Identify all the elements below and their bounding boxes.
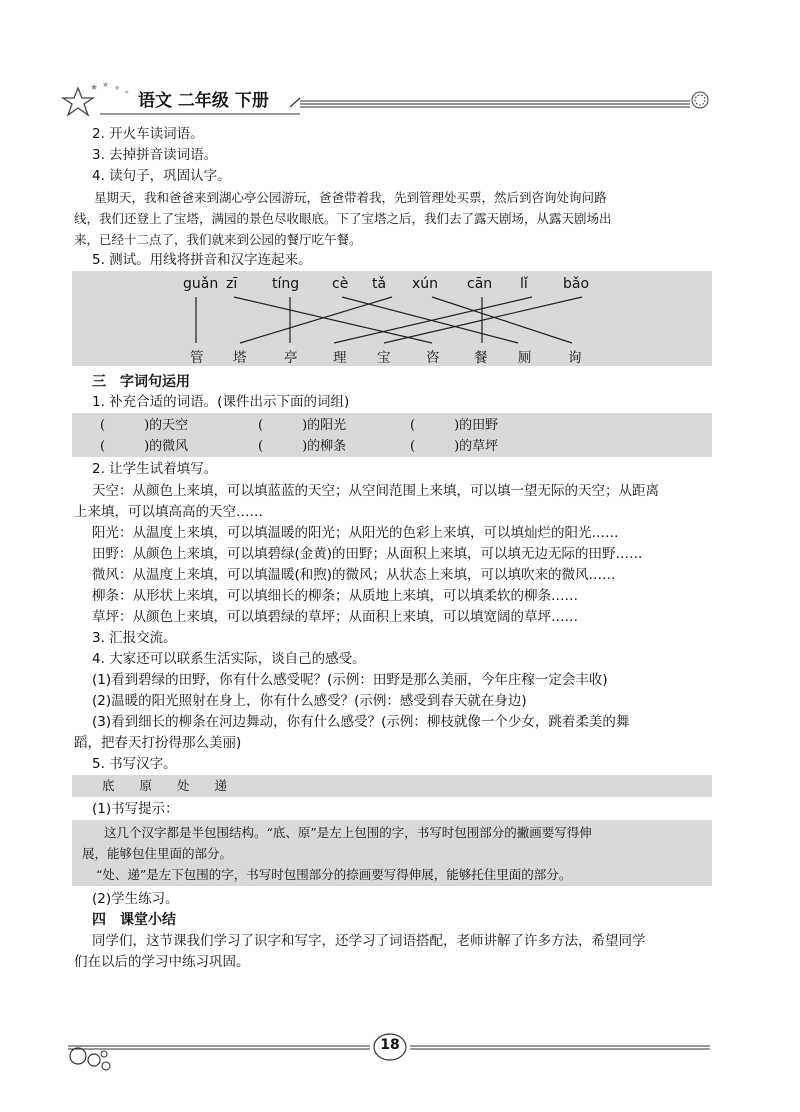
star-icon — [63, 88, 93, 115]
svg-text:★: ★ — [114, 84, 121, 92]
question-2: (2)温暖的阳光照射在身上，你有什么感受？(示例：感受到春天就在身边) — [92, 693, 527, 709]
pinyin-5: tǎ — [372, 276, 387, 292]
question-3-line-2: 蹈，把春天打扮得那么美丽) — [74, 735, 242, 751]
pinyin-6: xún — [412, 276, 439, 292]
question-3-line-1: (3)看到细长的柳条在河边舞动，你有什么感受？(示例：柳枝就像一个少女，跳着柔美的舞 — [92, 714, 630, 730]
section-3-step-1: 1. 补充合适的词语。(课件出示下面的词组) — [92, 394, 350, 410]
section-3-step-2: 2. 让学生试着填写。 — [92, 461, 218, 477]
pinyin-2: zī — [226, 276, 238, 292]
section-3-step-4: 4. 大家还可以联系生活实际，谈自己的感受。 — [92, 651, 366, 667]
paragraph-line-2: 线，我们还登上了宝塔，满园的景色尽收眼底。下了宝塔之后，我们去了露天剧场，从露天剧场出 — [74, 211, 612, 226]
header-title — [138, 86, 269, 111]
section-3-step-3: 3. 汇报交流。 — [92, 630, 177, 646]
fill-sunlight: 阳光：从温度上来填，可以填温暖的阳光；从阳光的色彩上来填，可以填灿烂的阳光…… — [92, 525, 619, 541]
header-volume: 下册 — [234, 91, 269, 111]
fill-breeze: 微风：从温度上来填，可以填温暖(和煦)的微风；从状态上来填，可以填吹来的微风…… — [92, 567, 616, 583]
tip-line-2: 展，能够包住里面的部分。 — [82, 846, 233, 861]
step-2: 2. 开火车读词语。 — [92, 126, 204, 142]
fill-field: 田野：从颜色上来填，可以填碧绿(金黄)的田野；从面积上来填，可以填无边无际的田野…… — [92, 546, 643, 562]
fill-sky-line-2: 上来填，可以填高高的天空…… — [74, 504, 263, 520]
header-subject: 语文 — [138, 91, 172, 111]
writing-chars: 底 原 处 递 — [102, 778, 228, 793]
pinyin-8: lǐ — [520, 276, 528, 292]
section-3-title: 三 字词句运用 — [92, 374, 190, 390]
tip-line-3: “处、递”是左下包围的字，书写时包围部分的捺画要写得伸展，能够托住里面的部分。 — [96, 867, 572, 882]
hanzi-8: 厕 — [518, 350, 532, 366]
blank-breeze: ( )的微风 — [100, 439, 189, 454]
fill-willow: 柳条：从形状上来填，可以填细长的柳条；从质地上来填，可以填柔软的柳条…… — [92, 588, 578, 604]
paragraph-line-3: 来，已经十二点了，我们就来到公园的餐厅吃午餐。 — [74, 232, 362, 247]
section-3-step-5: 5. 书写汉字。 — [92, 756, 177, 772]
circle-icon — [70, 1048, 86, 1064]
pinyin-4: cè — [332, 276, 349, 292]
pinyin-1: guǎn — [183, 276, 219, 292]
hanzi-6: 咨 — [426, 350, 440, 366]
page-number: 18 — [380, 1037, 400, 1053]
hanzi-7: 餐 — [474, 350, 488, 366]
svg-text:★: ★ — [102, 80, 110, 89]
pinyin-9: bǎo — [563, 276, 590, 292]
hanzi-1: 管 — [190, 350, 204, 366]
pinyin-3: tíng — [272, 276, 300, 292]
blank-sunlight: ( )的阳光 — [258, 418, 347, 433]
section-4-title: 四 课堂小结 — [92, 912, 176, 928]
fill-lawn: 草坪：从颜色上来填，可以填碧绿的草坪；从面积上来填，可以填宽阔的草坪…… — [92, 609, 578, 625]
tip-line-1: 这几个汉字都是半包围结构。“底、原”是左上包围的字，书写时包围部分的撇画要写得伸 — [104, 825, 592, 840]
summary-line-2: 们在以后的学习中练习巩固。 — [74, 954, 250, 970]
svg-text:★: ★ — [90, 83, 99, 93]
matching-lines — [72, 271, 712, 366]
hanzi-9: 询 — [568, 350, 582, 366]
step-4: 4. 读句子，巩固认字。 — [92, 168, 231, 184]
pinyin-7: cān — [467, 276, 493, 292]
hanzi-3: 亭 — [284, 350, 298, 366]
hanzi-5: 宝 — [377, 350, 391, 366]
summary-line-1: 同学们，这节课我们学习了识字和写字，还学习了词语搭配，老师讲解了许多方法，希望同学 — [92, 933, 646, 949]
hanzi-4: 理 — [333, 350, 347, 366]
paragraph-line-1: 星期天，我和爸爸来到湖心亭公园游玩，爸爸带着我，先到管理处买票，然后到咨询处询问路 — [94, 190, 607, 205]
blank-willow: ( )的柳条 — [258, 439, 347, 454]
hanzi-2: 塔 — [233, 350, 247, 366]
step-3: 3. 去掉拼音读词语。 — [92, 147, 218, 163]
blank-lawn: ( )的草坪 — [410, 439, 499, 454]
header-grade: 二年级 — [177, 91, 229, 111]
writing-tip-label: (1)书写提示： — [92, 801, 179, 817]
blank-sky: ( )的天空 — [100, 418, 189, 433]
blank-field: ( )的田野 — [410, 418, 499, 433]
student-practice: (2)学生练习。 — [92, 891, 179, 907]
fill-sky-line-1: 天空：从颜色上来填，可以填蓝蓝的天空；从空间范围上来填，可以填一望无际的天空；从距离 — [92, 483, 659, 499]
question-1: (1)看到碧绿的田野，你有什么感受呢？(示例：田野是那么美丽，今年庄稼一定会丰收) — [92, 672, 608, 688]
svg-text:★: ★ — [124, 89, 130, 96]
step-5: 5. 测试。用线将拼音和汉字连起来。 — [92, 252, 312, 268]
